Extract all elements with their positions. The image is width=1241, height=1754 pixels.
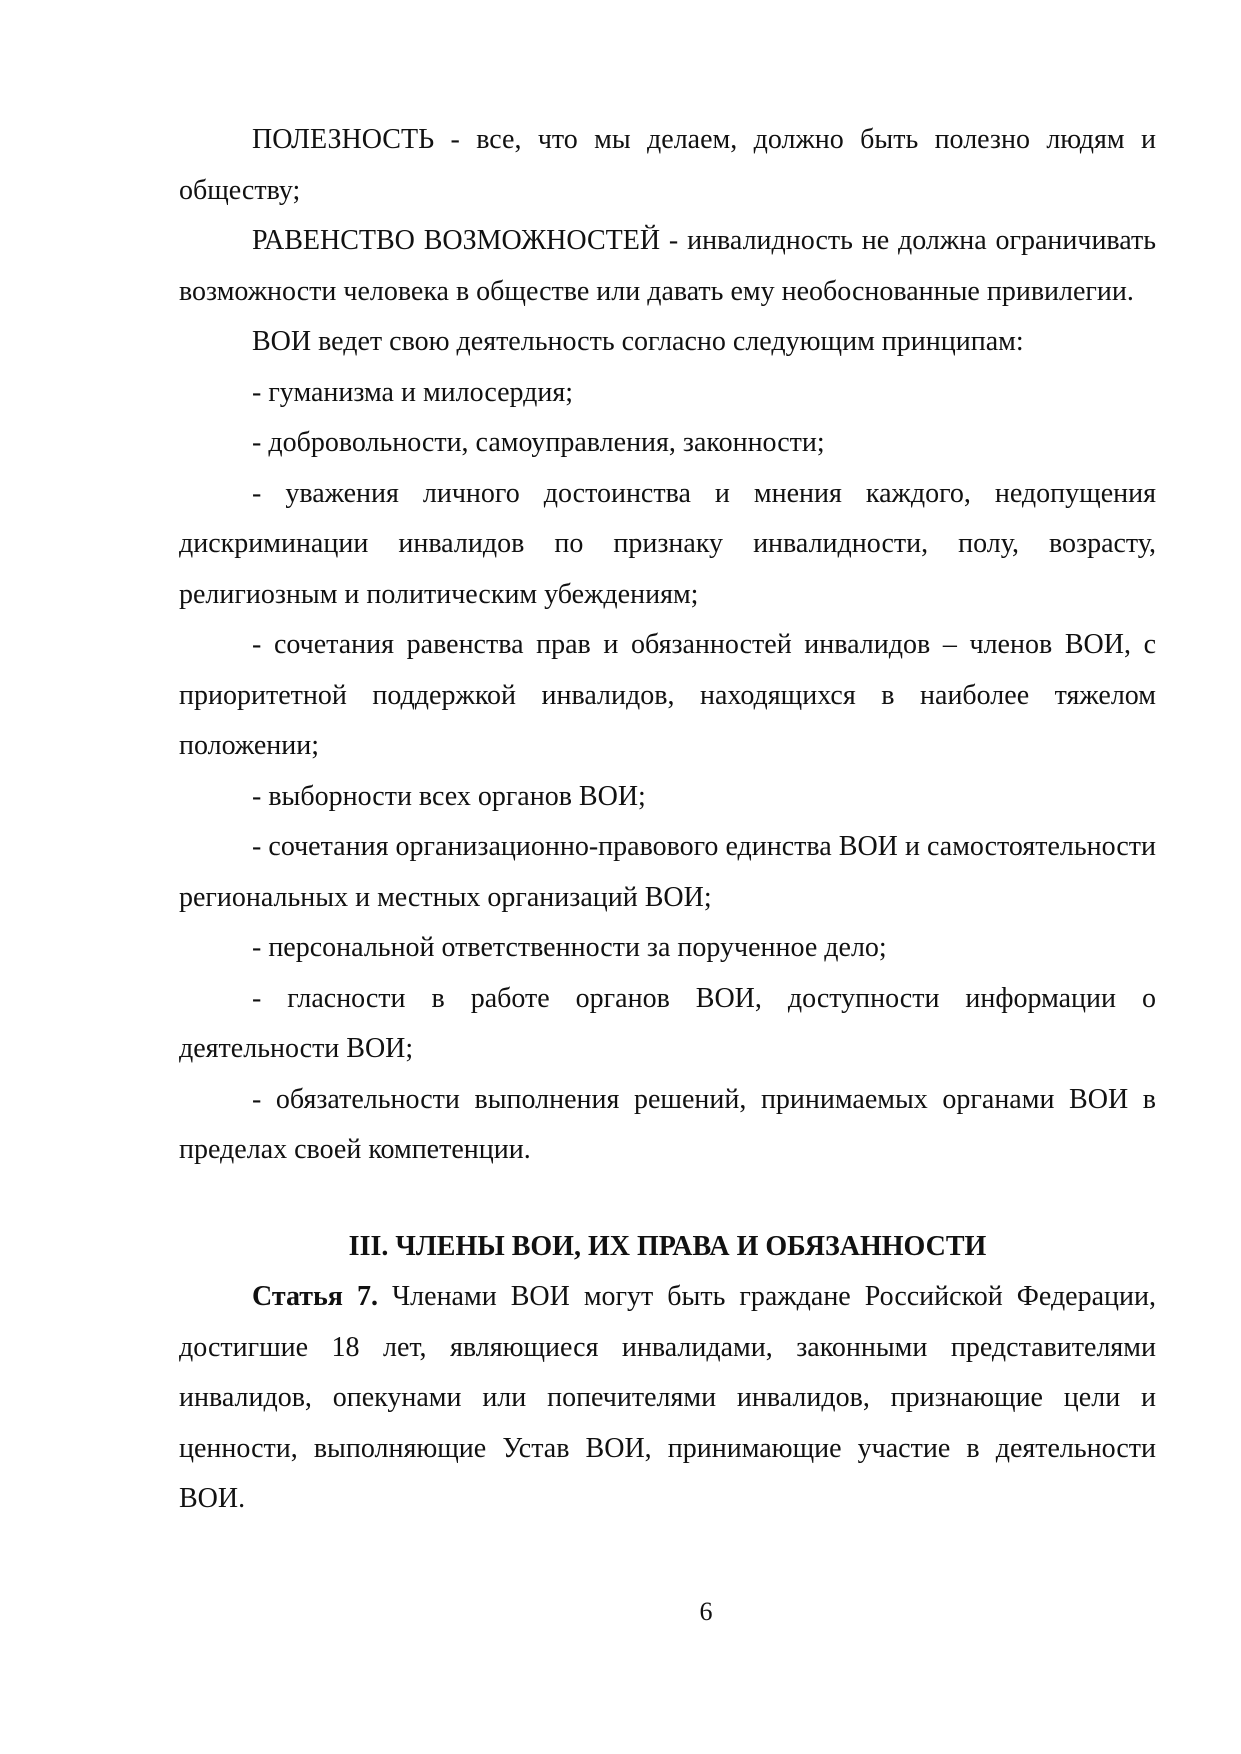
paragraph-principles-intro: ВОИ ведет свою деятельность согласно следующим принципам: (252, 326, 1024, 357)
section-heading: III. ЧЛЕНЫ ВОИ, ИХ ПРАВА И ОБЯЗАННОСТИ (348, 1230, 987, 1262)
list-item-obligation: - обязательности выполнения решений, принимаемых органами ВОИ в пределах своей компетенции. (179, 1083, 1156, 1165)
list-item-voluntariness: - добровольности, самоуправления, законности; (252, 427, 825, 458)
list-item-electivity: - выборности всех органов ВОИ; (252, 780, 646, 812)
article-paragraph (179, 1272, 1156, 1525)
list-item-humanism: - гуманизма и милосердия; (252, 376, 574, 408)
paragraph-usefulness: ПОЛЕЗНОСТЬ - все, что мы делаем, должно быть полезно людям и обществу; (179, 124, 1156, 206)
article-label: Статья 7. (252, 1281, 378, 1312)
list-item-equal-rights: - сочетания равенства прав и обязанностей инвалидов – членов ВОИ, с приоритетной поддержкой инвалидов, находящихся в наиболее тяжелом положении; (179, 629, 1156, 761)
page-number: 6 (699, 1597, 713, 1626)
paragraph-equal-opportunities: РАВЕНСТВО ВОЗМОЖНОСТЕЙ - инвалидность не должна ограничивать возможности человека в обществе или давать ему необоснованные привилегии. (179, 225, 1156, 307)
list-item-responsibility: - персональной ответственности за порученное дело; (252, 932, 887, 963)
list-item-respect: - уважения личного достоинства и мнения каждого, недопущения дискриминации инвалидов по признаку инвалидности, полу, возрасту, религиозным и политическим убеждениям; (179, 477, 1156, 610)
list-item-unity: - сочетания организационно-правового единства ВОИ и самостоятельности региональных и местных организаций ВОИ; (179, 831, 1156, 913)
document-page (179, 115, 1156, 1525)
article-text: Членами ВОИ могут быть граждане Российской Федерации, достигшие 18 лет, являющиеся инвалидами, законными представителями инвалидов, опекунами или попечителями инвалидов, признающие цели и ценности, выполняющие Устав ВОИ, принимающие участие в деятельности ВОИ. (179, 1281, 1156, 1514)
list-item-transparency: - гласности в работе органов ВОИ, доступности информации о деятельности ВОИ; (179, 982, 1156, 1064)
